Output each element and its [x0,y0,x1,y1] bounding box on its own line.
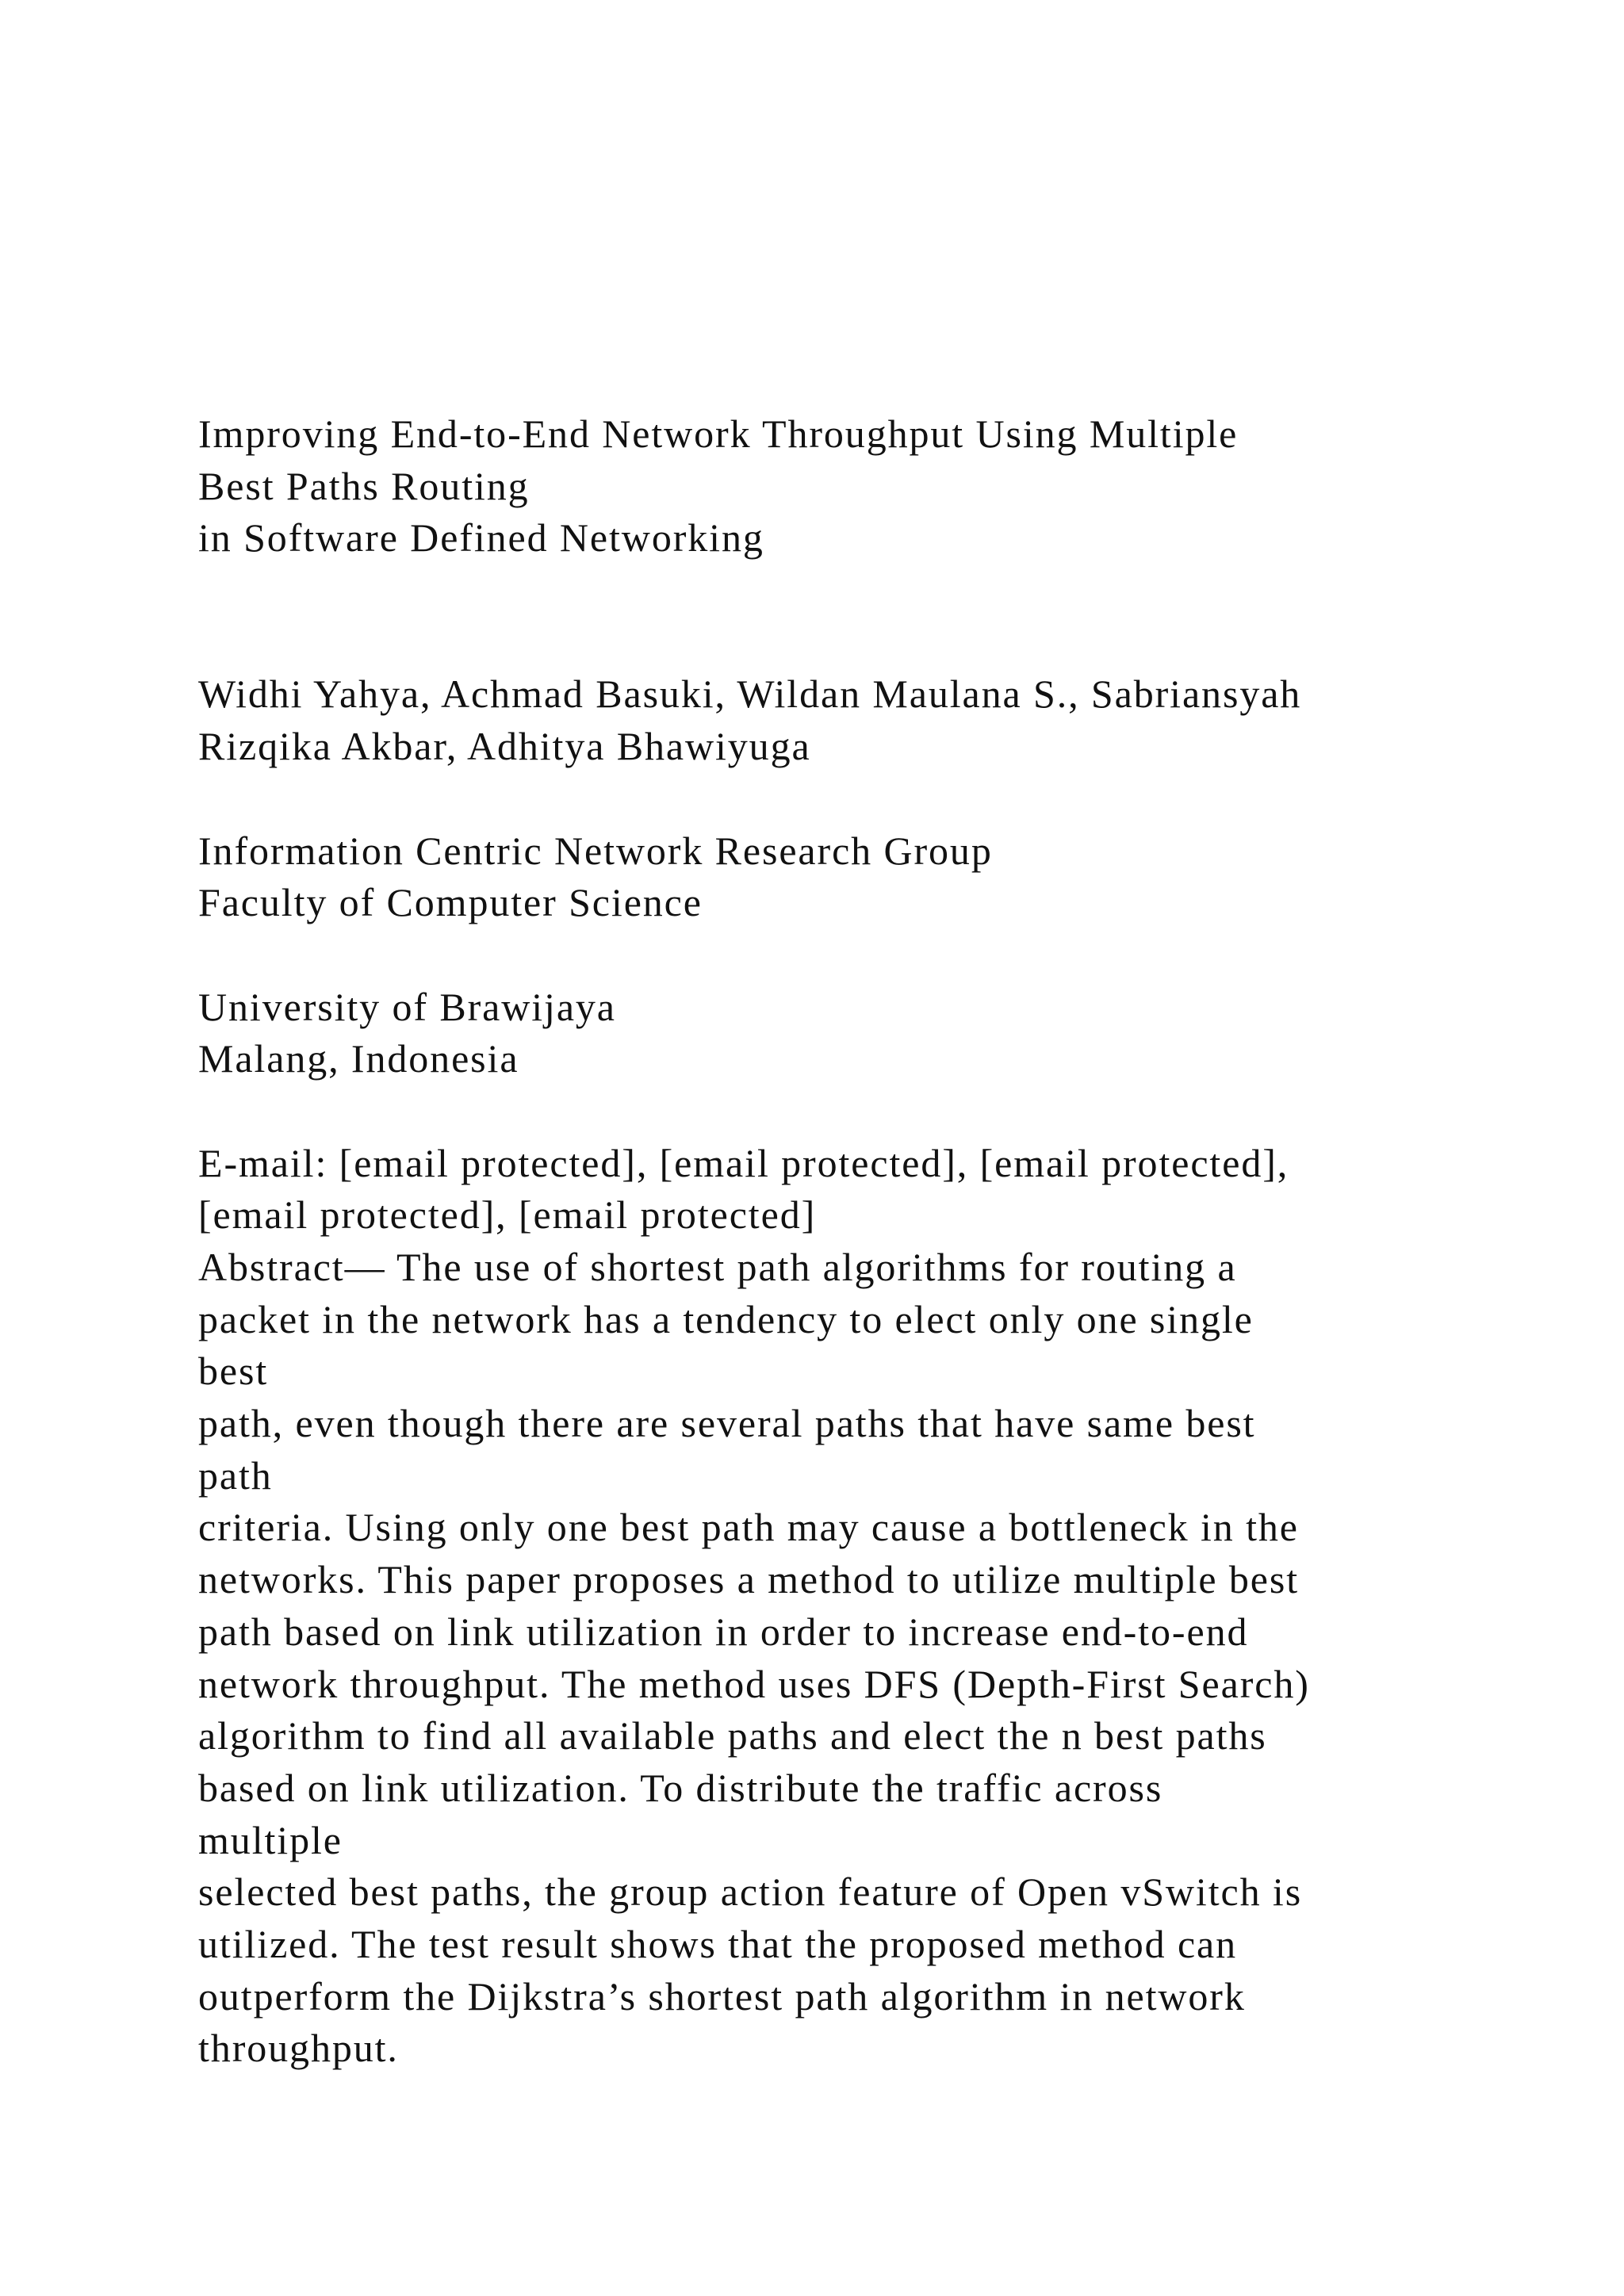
spacer [198,929,1483,982]
abstract-line: Abstract— The use of shortest path algorithms for routing a [198,1245,1237,1290]
abstract-line: network throughput. The method uses DFS (Depth-First Search) [198,1661,1310,1706]
spacer [198,1085,1483,1138]
title-line: Best Paths Routing [198,463,530,508]
author-line: Widhi Yahya, Achmad Basuki, Wildan Maulana S., Sabriansyah [198,672,1302,717]
abstract [198,1242,1483,2075]
abstract-line: throughput. [198,2026,399,2071]
affiliation-block [198,825,1483,1085]
spacer [198,564,1483,668]
author-list [198,668,1483,772]
email-block [198,1138,1483,1242]
email-line: [email protected], [email protected] [198,1192,817,1238]
abstract-line: selected best paths, the group action feature of Open vSwitch is [198,1869,1303,1915]
research-group: Information Centric Network Research Group [198,828,993,873]
email-line: E-mail: [email protected], [email protected], [email protected], [198,1140,1289,1185]
author-line: Rizqika Akbar, Adhitya Bhawiyuga [198,724,811,769]
location: Malang, Indonesia [198,1036,519,1081]
title-line: Improving End-to-End Network Throughput Using Multiple [198,411,1239,456]
abstract-line: based on link utilization. To distribute the traffic across [198,1765,1163,1810]
abstract-line: algorithm to find all available paths and elect the n best paths [198,1713,1267,1758]
abstract-line: best [198,1349,269,1394]
abstract-line: networks. This paper proposes a method to utilize multiple best [198,1557,1299,1602]
faculty: Faculty of Computer Science [198,880,703,925]
abstract-line: outperform the Dijkstra’s shortest path algorithm in network [198,1973,1246,2019]
university: University of Brawijaya [198,984,616,1029]
spacer [198,773,1483,825]
abstract-line: packet in the network has a tendency to elect only one single [198,1296,1254,1341]
document-body [198,408,1483,2075]
paper-title [198,408,1483,564]
abstract-line: criteria. Using only one best path may cause a bottleneck in the [198,1505,1299,1550]
abstract-line: path, even though there are several paths that have same best [198,1401,1256,1446]
title-line: in Software Defined Networking [198,515,764,561]
abstract-line: utilized. The test result shows that the proposed method can [198,1921,1238,1966]
abstract-line: multiple [198,1817,343,1862]
abstract-line: path based on link utilization in order to increase end-to-end [198,1609,1249,1654]
abstract-line: path [198,1452,273,1498]
